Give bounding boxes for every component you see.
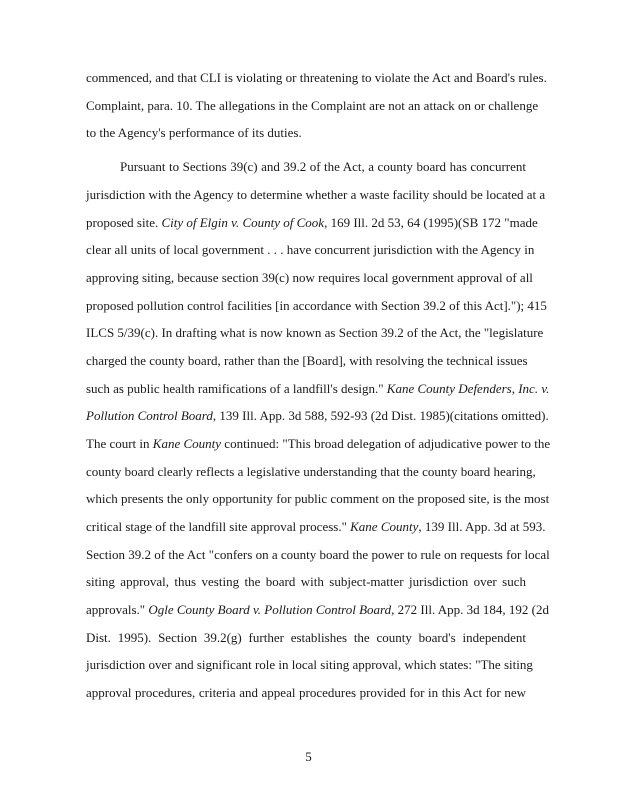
text-run: Pursuant to Sections 39(c) and 39.2 of the Act, a county board has concurrent xyxy=(120,159,526,174)
text-line xyxy=(86,381,550,397)
text-line xyxy=(86,547,550,563)
citation-italic: Kane County xyxy=(350,519,419,534)
text-run: proposed pollution control facilities [in accordance with Section 39.2 of this Act]."); 415 xyxy=(86,298,547,313)
citation-italic: Kane County Defenders, Inc. v. xyxy=(386,381,550,396)
text-run: ILCS 5/39(c). In drafting what is now known as Section 39.2 of the Act, the "legislature xyxy=(86,325,544,340)
text-line xyxy=(86,70,547,86)
text-run: jurisdiction over and significant role in local siting approval, which states: "The siting xyxy=(86,657,533,672)
text-run: critical stage of the landfill site approval process." xyxy=(86,519,351,534)
text-line xyxy=(86,630,526,646)
text-line xyxy=(86,298,547,314)
text-line xyxy=(86,519,546,535)
text-line xyxy=(86,270,533,286)
text-line xyxy=(86,408,549,424)
text-run: , 169 Ill. 2d 53, 64 (1995)(SB 172 "made xyxy=(324,215,538,230)
text-run: , 139 Ill. App. 3d 588, 592-93 (2d Dist. 1985)(citations omitted). xyxy=(212,408,549,423)
text-run: Complaint, para. 10. The allegations in the Complaint are not an attack on or challenge xyxy=(86,98,539,113)
text-run: proposed site. xyxy=(86,215,162,230)
text-line xyxy=(86,98,539,114)
text-line xyxy=(120,159,526,175)
text-run: siting approval, thus vesting the board with subject-matter jurisdiction over such xyxy=(86,574,526,589)
citation-italic: Ogle County Board v. Pollution Control Board xyxy=(148,602,392,617)
text-line xyxy=(86,187,546,203)
text-run: which presents the only opportunity for public comment on the proposed site, is the most xyxy=(86,491,550,506)
text-run: approving siting, because section 39(c) now requires local government approval of all xyxy=(86,270,533,285)
text-line xyxy=(86,685,526,701)
text-line xyxy=(86,436,551,452)
text-run: continued: "This broad delegation of adjudicative power to the xyxy=(221,436,551,451)
text-line xyxy=(86,464,536,480)
citation-italic: Pollution Control Board xyxy=(86,408,213,423)
text-run: jurisdiction with the Agency to determine whether a waste facility should be located at a xyxy=(86,187,546,202)
text-run: Dist. 1995). Section 39.2(g) further establishes the county board's independent xyxy=(86,630,526,645)
text-run: clear all units of local government . . . have concurrent jurisdiction with the Agency in xyxy=(86,242,535,257)
text-run: charged the county board, rather than the [Board], with resolving the technical issues xyxy=(86,353,528,368)
text-run: approvals." xyxy=(86,602,149,617)
text-line xyxy=(86,574,526,590)
text-run: Section 39.2 of the Act "confers on a county board the power to rule on requests for local xyxy=(86,547,550,562)
citation-italic: Kane County xyxy=(152,436,222,451)
text-line xyxy=(86,491,550,507)
text-line xyxy=(86,657,533,673)
text-line xyxy=(86,602,549,618)
text-run: approval procedures, criteria and appeal procedures provided for in this Act for new xyxy=(86,685,526,700)
text-line xyxy=(86,125,526,141)
text-run: such as public health ramifications of a landfill's design." xyxy=(86,381,387,396)
text-line xyxy=(86,353,526,369)
text-line xyxy=(86,325,544,341)
text-run: county board clearly reflects a legislative understanding that the county board hearing, xyxy=(86,464,536,479)
text-run: , 272 Ill. App. 3d 184, 192 (2d xyxy=(391,602,549,617)
text-line xyxy=(86,215,538,231)
text-run: commenced, and that CLI is violating or threatening to violate the Act and Board's rules. xyxy=(86,70,547,85)
text-line xyxy=(86,242,535,258)
page-number: 5 xyxy=(305,749,312,764)
text-run: The court in xyxy=(86,436,153,451)
citation-italic: City of Elgin v. County of Cook xyxy=(161,215,325,230)
text-run: , 139 Ill. App. 3d at 593. xyxy=(418,519,546,534)
text-run: to the Agency's performance of its duties. xyxy=(86,125,302,140)
